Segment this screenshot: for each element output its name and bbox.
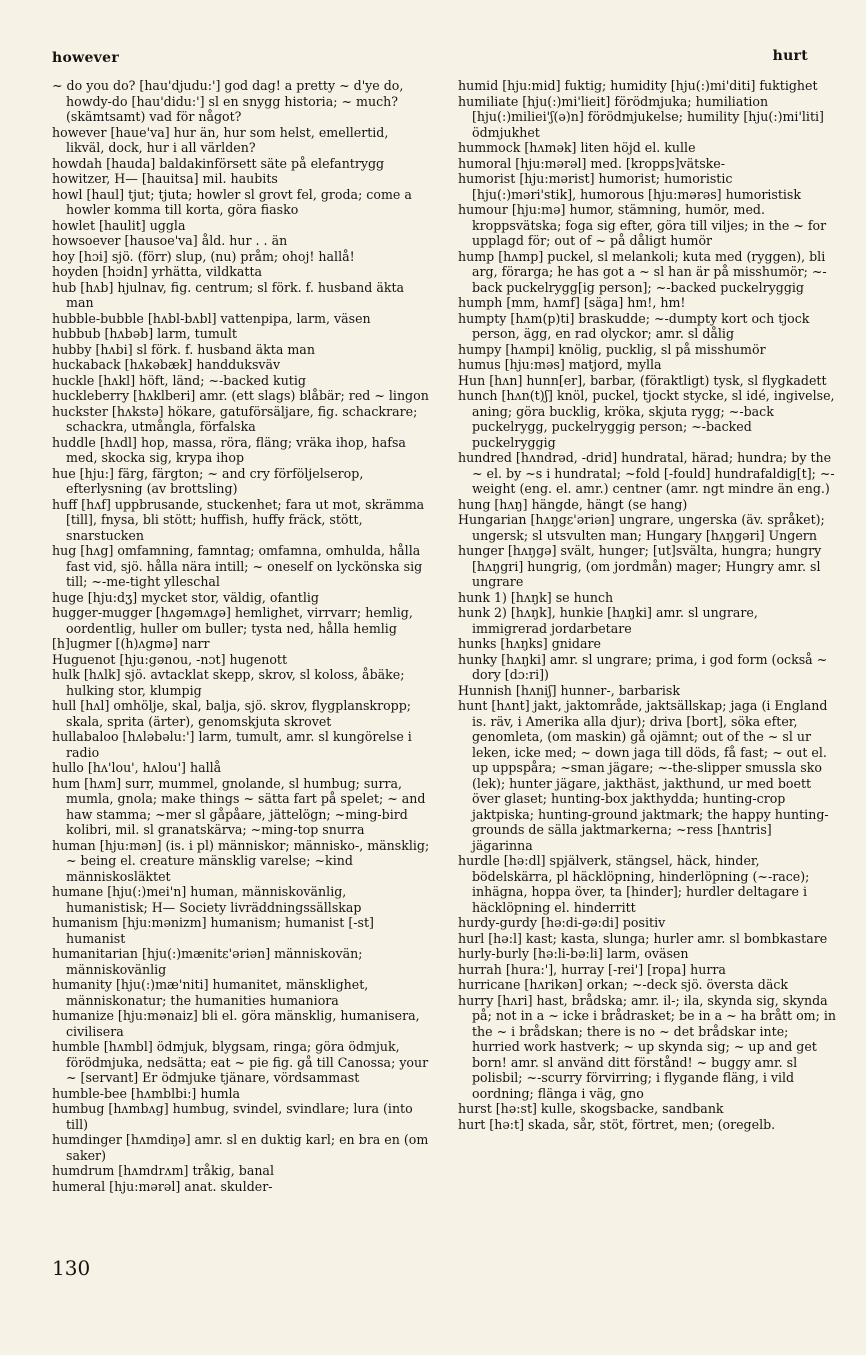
dictionary-entry: howsoever [hausoe'va] åld. hur . . än bbox=[52, 233, 288, 248]
dictionary-entry: hullabaloo [hʌləbəlu:'] larm, tumult, amr. sl kungörelse i radio bbox=[52, 729, 412, 760]
dictionary-entry: hub [hʌb] hjulnav, fig. centrum; sl förk. f. husband äkta man bbox=[52, 279, 405, 310]
dictionary-entry: hunky [hʌŋki] amr. sl ungrare; prima, i god form (också ~ dory [dɔ:ri]) bbox=[458, 651, 828, 682]
dictionary-entry: humpy [hʌmpi] knölig, pucklig, sl på misshumör bbox=[458, 341, 766, 357]
dictionary-entry: however [haue'va] hur än, hur som helst, emellertid, likväl, dock, hur i all världen? bbox=[52, 124, 389, 155]
dictionary-entry: hubbub [hʌbəb] larm, tumult bbox=[52, 326, 237, 341]
dictionary-entry: huckster [hʌkstə] hökare, gatuförsäljare, fig. schackrare; schackra, utmångla, förfalska bbox=[52, 403, 418, 434]
dictionary-entry: human [hju:mən] (is. i pl) människor; människo-, mänsklig; ~ being el. creature mänsklig varelse; ~kind människosläktet bbox=[52, 837, 430, 884]
dictionary-entry: hurry [hʌri] hast, brådska; amr. il-; ila, skynda sig, skynda på; not in a ~ icke i brådrasket; be in a ~ ha brått om; in the ~ i brådskan; there is no ~ det brådskar inte; hurried work hastverk; ~ up skynda sig; ~ up and get born! amr. sl använd ditt förstånd! ~ buggy amr. sl polisbil; ~-scurry förvirring; i flygande fläng, i vild oordning; flänga i väg, gno bbox=[458, 992, 836, 1101]
dictionary-entry: humour [hju:mə] humor, stämning, humör, med. kroppsvätska; foga sig efter, göra till viljes; in the ~ for upplagd för; out of ~ på dåligt humör bbox=[458, 202, 827, 248]
dictionary-entry: hulk [hʌlk] sjö. avtacklat skepp, skrov, sl koloss, åbäke; hulking stor, klumpig bbox=[52, 667, 405, 698]
dictionary-entry: hurst [hə:st] kulle, skogsbacke, sandbank bbox=[458, 1101, 724, 1116]
dictionary-entry: humeral [hju:mərəl] anat. skulder- bbox=[52, 1178, 273, 1194]
dictionary-entry: hug [hʌg] omfamning, famntag; omfamna, omhulda, hålla fast vid, sjö. hålla nära intill; ~ oneself on lyckönska sig till; ~-me-tight ylleschal bbox=[52, 543, 423, 589]
page-number: 130 bbox=[52, 1256, 91, 1280]
dictionary-entry: hurdy-gurdy [hə:di-gə:di] positiv bbox=[458, 915, 666, 930]
dictionary-entry: hullo [hʌ'lou', hʌlou'] hallå bbox=[52, 760, 222, 775]
dictionary-entry: hugger-mugger [hʌgəmʌgə] hemlighet, virrvarr; hemlig, oordentlig, huller om buller; tysta ned, hålla hemlig bbox=[52, 605, 413, 636]
dictionary-entry: hoy [hɔi] sjö. (förr) slup, (nu) pråm; ohoj! hallå! bbox=[52, 248, 355, 264]
dictionary-entry: howdah [hauda] baldakinförsett säte på elefantrygg bbox=[52, 155, 385, 171]
left-guide-word: however bbox=[52, 50, 119, 66]
dictionary-entry: hunch [hʌn(t)ʃ] knöl, puckel, tjockt stycke, sl idé, ingivelse, aning; göra bucklig, kröka, skjuta rygg; ~-back puckelrygg, puckelryggig person; ~-backed puckelryggig bbox=[458, 388, 835, 450]
dictionary-entry: humble [hʌmbl] ödmjuk, blygsam, ringa; göra ödmjuk, förödmjuka, nedsätta; eat ~ pie fig. gå till Canossa; your ~ [servant] Er ödmjuke tjänare, vördsammast bbox=[52, 1039, 429, 1085]
dictionary-entry: humid [hju:mid] fuktig; humidity [hju(:)mi'diti] fuktighet bbox=[458, 78, 818, 93]
dictionary-entry: huff [hʌf] uppbrusande, stuckenhet; fara ut mot, skrämma [till], fnysa, bli stött; huffish, huffy fräck, stött, snarstucken bbox=[52, 496, 425, 543]
dictionary-entry: hubby [hʌbi] sl förk. f. husband äkta man bbox=[52, 341, 315, 357]
dictionary-entry: humble-bee [hʌmblbi:] humla bbox=[52, 1085, 241, 1101]
dictionary-entry: humph [mm, hʌmf] [säga] hm!, hm! bbox=[458, 295, 686, 310]
dictionary-entry: hunks [hʌŋks] gnidare bbox=[458, 636, 601, 651]
dictionary-entry: humane [hju(:)mei'n] human, människovänlig, humanistisk; H— Society livräddningssällskap bbox=[52, 884, 362, 915]
dictionary-entry: hundred [hʌndrəd, -drid] hundratal, härad; hundra; by the ~ el. by ~s i hundratal; ~fold [-fould] hundrafaldig[t]; ~-weight (eng. el. amr.) centner (amr. ngt mindre än eng.) bbox=[458, 450, 835, 496]
dictionary-entry: humiliate [hju(:)mi'lieit] förödmjuka; humiliation [hju(:)miliei'ʃ(ə)n] förödmjukelse; humility [hju(:)mi'liti] ödmjukhet bbox=[458, 93, 824, 140]
dictionary-entry: hue [hju:] färg, färgton; ~ and cry förföljelserop, efterlysning (av brottsling) bbox=[52, 465, 364, 496]
right-guide-word: hurt bbox=[772, 48, 808, 64]
dictionary-entry: huckleberry [hʌklberi] amr. (ett slags) blåbär; red ~ lingon bbox=[52, 388, 429, 403]
dictionary-entry: humus [hju:məs] matjord, mylla bbox=[458, 357, 662, 372]
dictionary-entry: hoyden [hɔidn] yrhätta, vildkatta bbox=[52, 264, 263, 279]
dictionary-entry: ~ do you do? [hau'djudu:'] god dag! a pretty ~ d'ye do, howdy-do [hau'didu:'] sl en snygg historia; ~ much? (skämtsamt) vad för något? bbox=[52, 78, 404, 124]
dictionary-entry: hunger [hʌŋgə] svält, hunger; [ut]svälta, hungra; hungry [hʌŋgri] hungrig, (om jordmån) mager; Hungry amr. sl ungrare bbox=[458, 543, 822, 589]
dictionary-entry: howlet [haulit] uggla bbox=[52, 217, 186, 233]
left-column bbox=[52, 78, 430, 1243]
dictionary-entry: hurl [hə:l] kast; kasta, slunga; hurler amr. sl bombkastare bbox=[458, 930, 828, 946]
dictionary-entry: hurly-burly [hə:li-bə:li] larm, oväsen bbox=[458, 946, 689, 961]
dictionary-entry: huckaback [hʌkəbæk] handduksväv bbox=[52, 357, 281, 372]
dictionary-entry: hung [hʌŋ] hängde, hängt (se hang) bbox=[458, 496, 688, 512]
dictionary-entry: humdrum [hʌmdrʌm] tråkig, banal bbox=[52, 1163, 274, 1178]
dictionary-entry: hurricane [hʌrikən] orkan; ~-deck sjö. översta däck bbox=[458, 977, 789, 992]
dictionary-entry: howl [haul] tjut; tjuta; howler sl grovt fel, groda; come a howler komma till korta, göra fiasko bbox=[52, 186, 412, 217]
dictionary-entry: hunk 2) [hʌŋk], hunkie [hʌŋki] amr. sl ungrare, immigrerad jordarbetare bbox=[458, 605, 758, 636]
dictionary-entry: hurdle [hə:dl] spjälverk, stängsel, häck, hinder, bödelskärra, pl häcklöpning, hinderlöpning (~-race); inhägna, hoppa över, ta [hinder]; hurdler deltagare i häcklöpning el. hinderritt bbox=[458, 853, 810, 915]
dictionary-entry: hurt [hə:t] skada, sår, stöt, förtret, men; (oregelb. bbox=[458, 1116, 776, 1132]
dictionary-entry: hump [hʌmp] puckel, sl melankoli; kuta med (ryggen), bli arg, förarga; he has got a ~ sl han är på misshumör; ~-back puckelrygg[ig person]; ~-backed puckelryggig bbox=[458, 248, 827, 295]
dictionary-entry: hull [hʌl] omhölje, skal, balja, sjö. skrov, flygplanskropp; skala, sprita (ärter), genomskjuta skrovet bbox=[52, 698, 412, 729]
dictionary-entry: humpty [hʌm(p)ti] braskudde; ~-dumpty kort och tjock person, ägg, en rad olyckor; amr. sl dålig bbox=[458, 310, 810, 341]
dictionary-entry: humanism [hju:mənizm] humanism; humanist [-st] humanist bbox=[52, 915, 374, 946]
dictionary-entry: Hunnish [hʌniʃ] hunner-, barbarisk bbox=[458, 682, 681, 698]
dictionary-entry: hum [hʌm] surr, mummel, gnolande, sl humbug; surra, mumla, gnola; make things ~ sätta fart på spelet; ~ and haw stamma; ~mer sl gåpåare, jättelögn; ~ming-bird kolibri, mil. sl granatskärva; ~ming-top snurra bbox=[52, 775, 426, 837]
dictionary-entry: humanitarian [hju(:)mænitε'əriən] människovän; människovänlig bbox=[52, 946, 363, 977]
dictionary-entry: huge [hju:dʒ] mycket stor, väldig, ofantlig bbox=[52, 589, 319, 605]
dictionary-entry: humanity [hju(:)mæ'niti] humanitet, mänsklighet, människonatur; the humanities humaniora bbox=[52, 977, 369, 1008]
dictionary-entry: hummock [hʌmək] liten höjd el. kulle bbox=[458, 140, 696, 155]
dictionary-entry: hubble-bubble [hʌbl-bʌbl] vattenpipa, larm, väsen bbox=[52, 310, 371, 326]
dictionary-entry: hunk 1) [hʌŋk] se hunch bbox=[458, 589, 614, 605]
dictionary-entry: hurrah [hura:'], hurray [-rei'] [ropa] hurra bbox=[458, 961, 726, 977]
right-column bbox=[458, 78, 836, 1243]
dictionary-entry: humanize [hju:mənaiz] bli el. göra mänsklig, humanisera, civilisera bbox=[52, 1008, 420, 1039]
dictionary-entry: huckle [hʌkl] höft, länd; ~-backed kutig bbox=[52, 372, 306, 388]
dictionary-entry: hunt [hʌnt] jakt, jaktområde, jaktsällskap; jaga (i England is. räv, i Amerika alla djur); driva [bort], söka efter, genomleta, (om maskin) gå ojämnt; out of the ~ sl ur leken, icke med; ~ down jaga till döds, få fast; ~ out el. up uppspåra; ~sman jägare; ~-the-slipper smussla sko (lek); hunter jägare, jakthäst, jakthund, ur med boett över glaset; hunting-box jakthydda; hunting-crop jaktpiska; hunting-ground jaktmark; the happy hunting-grounds de sälla jaktmarkerna; ~ress [hʌntris] jägarinna bbox=[458, 698, 829, 853]
dictionary-entry: humorist [hju:mərist] humorist; humoristic [hju(:)məri'stik], humorous [hju:mərəs] humoristisk bbox=[458, 171, 802, 202]
dictionary-entry: huddle [hʌdl] hop, massa, röra, fläng; vräka ihop, hafsa med, skocka sig, krypa ihop bbox=[52, 434, 406, 465]
dictionary-entry: Hun [hʌn] hunn[er], barbar, (föraktligt) tysk, sl flygkadett bbox=[458, 372, 827, 388]
dictionary-entry: humdinger [hʌmdiŋə] amr. sl en duktig karl; en bra en (om saker) bbox=[52, 1132, 429, 1163]
dictionary-entry: humoral [hju:mərəl] med. [kropps]vätske- bbox=[458, 155, 725, 171]
dictionary-entry: humbug [hʌmbʌg] humbug, svindel, svindlare; lura (into till) bbox=[52, 1101, 413, 1132]
dictionary-entry: Hungarian [hʌŋgε'əriən] ungrare, ungerska (äv. språket); ungersk; sl utsvulten man; Hungary [hʌŋgəri] Ungern bbox=[458, 512, 825, 543]
dictionary-entry: Huguenot [hju:gənou, -nɔt] hugenott bbox=[52, 651, 288, 667]
dictionary-entry: howitzer, H— [hauitsa] mil. haubits bbox=[52, 171, 278, 186]
dictionary-entry: [h]ugmer [(h)ʌgmə] narr bbox=[52, 636, 210, 651]
